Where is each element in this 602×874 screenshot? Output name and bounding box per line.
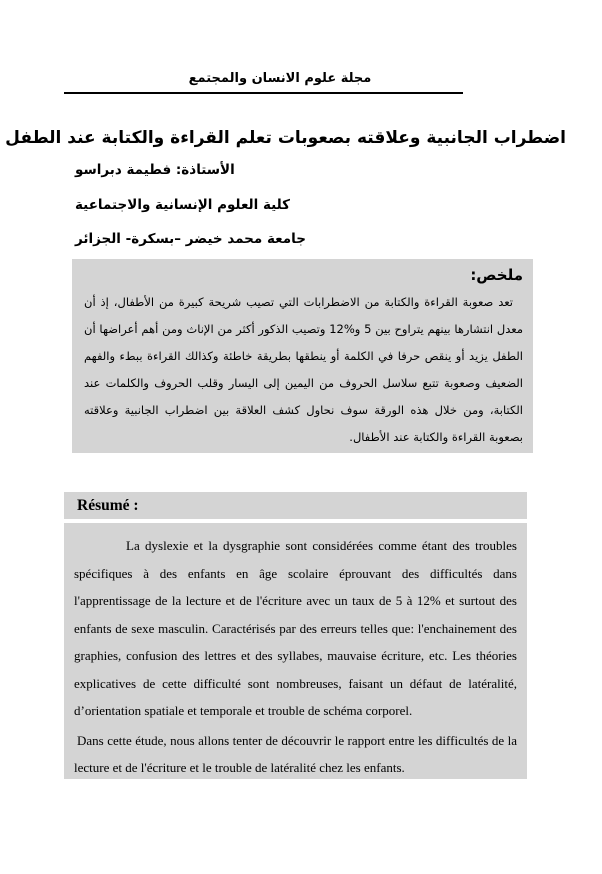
abstract-arabic-section <box>72 259 533 453</box>
resume-heading: Résumé : <box>64 492 527 519</box>
faculty-line: كلية العلوم الإنسانية والاجتماعية <box>75 197 291 213</box>
university-line: جامعة محمد خيضر –بسكرة- الجزائر <box>75 231 306 247</box>
resume-paragraph-2: Dans cette étude, nous allons tenter de découvrir le rapport entre les difficultés de la lecture et de l'écriture et le trouble de latéralité chez les enfants. <box>74 732 517 775</box>
abstract-arabic-body: تعد صعوبة القراءة والكتابة من الاضطرابات التي تصيب شريحة كبيرة من الأطفال، إذ أن معدل انتشارها بينهم يتراوح بين 5 و%12 وتصيب الذكور أكثر من الإناث ومن أهم أعراضها أن الطفل يزيد أو ينقص حرفا في الكلمة أو ينطقها بطريقة خاطئة وكذالك القراءة ببطء والفهم الضعيف وصعوبة تتبع سلاسل الحروف من اليمين إلى اليسار وقلب الحروف والكلمات عند الكتابة، ومن خلال هذه الورقة سوف نحاول كشف العلاقة بين اضطراب الجانبية وعلاقته بصعوبة القراءة والكتابة عند الأطفال. <box>84 295 523 444</box>
header-rule <box>64 92 463 94</box>
article-title: اضطراب الجانبية وعلاقته بصعوبات تعلم القراءة والكتابة عند الطفل <box>5 128 566 148</box>
resume-body-section <box>64 523 527 779</box>
resume-paragraph-1: La dyslexie et la dysgraphie sont considérées comme étant des troubles spécifiques à des enfants en âge scolaire éprouvant des difficultés dans l'apprentissage de la lecture et de l'écriture avec un taux de 5 à 12% et surtout des enfants de sexe masculin. Caractérisés par des erreurs telles que: l'enchainement des graphies, confusion des lettres et des syllabes, mauvaise écriture, etc. Les théories explicatives de cette difficulté sont nombreuses, faisant un défaut de latéralité, d’orientation spatiale et temporale et trouble de schéma corporel. <box>74 538 517 718</box>
journal-name: مجلة علوم الانسان والمجتمع <box>188 71 372 86</box>
author-line: الأستاذة: فطيمة دبراسو <box>75 162 235 178</box>
abstract-arabic-heading: ملخص: <box>470 266 523 284</box>
